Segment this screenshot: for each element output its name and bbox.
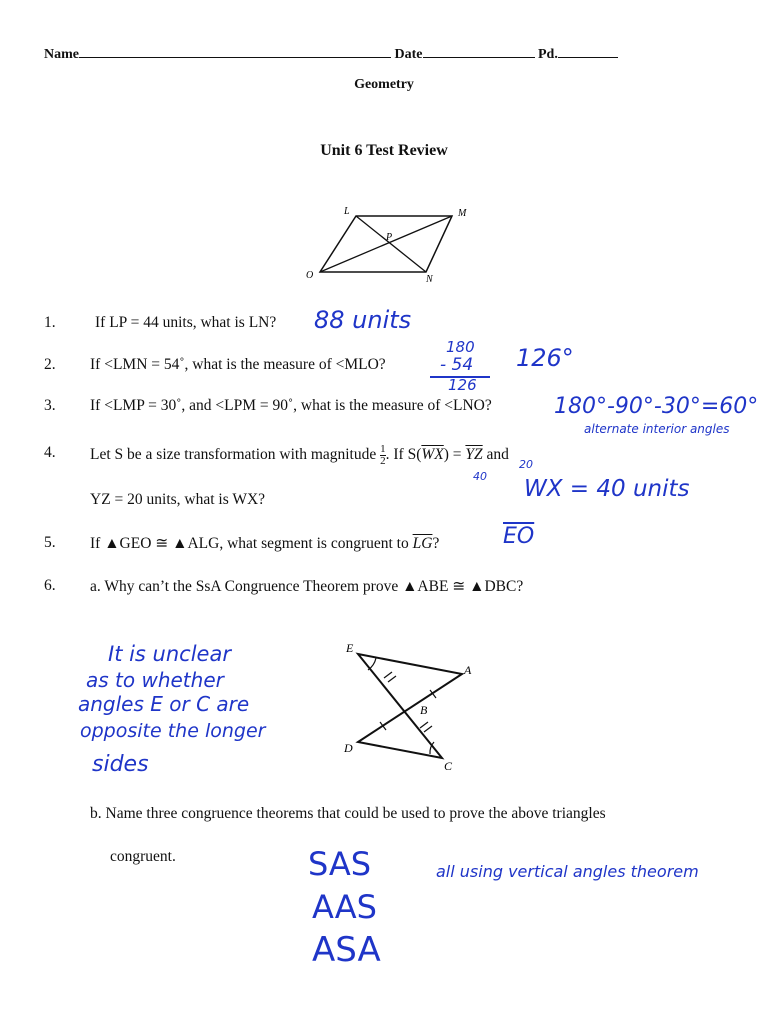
subject-heading: Geometry [354, 77, 414, 92]
answer-6b-note: all using vertical angles theorem [436, 862, 699, 881]
question-4-text [90, 444, 509, 467]
question-4-line-2: YZ = 20 units, what is WX? [90, 491, 266, 508]
answer-5-handwriting: $\overline{EO}$ [503, 524, 535, 549]
answer-4-handwriting: WX = 40 units [524, 476, 690, 502]
answer-2-work-mid: - 54 [440, 355, 474, 375]
answer-3-note: alternate interior angles [584, 422, 730, 436]
label-a: A [464, 663, 472, 677]
answer-4-yz-note: 20 [519, 458, 533, 471]
answer-1-handwriting: 88 units [314, 306, 412, 334]
question-4-part-a: Let S be a size transformation with magnitude [90, 446, 377, 464]
answer-3-handwriting: 180°-90°-30°=60° [554, 394, 759, 419]
question-5-part-b: ? [432, 535, 440, 552]
question-3-text: If <LMP = 30˚, and <LPM = 90˚, what is the measure of <LNO? [90, 397, 492, 414]
question-2-text: If <LMN = 54˚, what is the measure of <MLO? [90, 356, 386, 373]
answer-2-work-bottom: 126 [448, 376, 477, 394]
parallelogram-figure [300, 200, 480, 285]
tick-bc-1 [420, 722, 428, 728]
answer-2-handwriting: 126° [516, 344, 574, 372]
name-blank[interactable] [79, 57, 391, 58]
tick-bc-2 [424, 726, 432, 732]
question-1-text: If LP = 44 units, what is LN? [95, 314, 277, 331]
answer-6b-aas: AAS [312, 888, 377, 926]
question-number: 4. [44, 444, 56, 461]
tick-eb-1 [384, 672, 392, 678]
question-5-text [90, 534, 439, 553]
question-number: 5. [44, 534, 56, 551]
question-number: 6. [44, 577, 56, 594]
question-number: 2. [44, 356, 56, 373]
segment-wx: $\overline{WX}$ [421, 446, 444, 464]
question-4-part-d: and [486, 446, 509, 464]
answer-2-work-top: 180 [446, 338, 475, 356]
tick-eb-2 [388, 676, 396, 682]
answer-6b-asa: ASA [312, 930, 381, 970]
answer-6a-line-2: as to whether [86, 668, 224, 692]
answer-6a-line-5: sides [92, 752, 149, 777]
fraction-numerator: 1 [380, 443, 386, 455]
label-d: D [344, 741, 353, 755]
triangles-shape [358, 654, 462, 758]
label-p: P [386, 232, 393, 243]
date-blank[interactable] [423, 57, 535, 58]
question-number: 3. [44, 397, 56, 414]
question-4-part-b: . If S( [385, 446, 422, 464]
question-6b-text: b. Name three congruence theorems that could be used to prove the above triangles [90, 805, 606, 822]
page-title: Unit 6 Test Review [320, 142, 448, 159]
pd-label: Pd. [538, 47, 558, 62]
label-b: B [420, 703, 428, 717]
answer-6a-line-4: opposite the longer [80, 720, 266, 742]
label-e: E [346, 641, 354, 655]
segment-lg: $\overline{LG}$ [412, 535, 433, 552]
date-label: Date [394, 47, 423, 62]
question-4-part-c: ) = [443, 446, 462, 464]
label-l: L [344, 206, 350, 217]
question-6a-text: a. Why can’t the SsA Congruence Theorem prove ▲ABE ≅ ▲DBC? [90, 578, 524, 595]
question-number: 1. [44, 314, 56, 331]
question-5-part-a: If ▲GEO ≅ ▲ALG, what segment is congruent to [90, 535, 409, 552]
label-c: C [444, 759, 453, 773]
diagonal-ln [356, 216, 426, 272]
answer-6b-sas: SAS [308, 845, 372, 883]
fraction-denominator: 2 [380, 455, 386, 467]
label-m: M [458, 208, 467, 219]
bowtie-triangles-figure [330, 636, 490, 776]
pd-blank[interactable] [558, 57, 618, 58]
label-o: O [306, 270, 314, 281]
segment-yz: $\overline{YZ}$ [465, 446, 483, 464]
diagonal-mo [320, 216, 452, 272]
header-line [44, 47, 618, 63]
answer-6a-line-3: angles E or C are [78, 692, 250, 716]
name-label: Name [44, 47, 79, 62]
question-6b-line-2: congruent. [110, 848, 176, 865]
answer-6a-line-1: It is unclear [108, 642, 231, 666]
answer-4-wx-note: 40 [473, 470, 487, 483]
label-n: N [426, 274, 433, 285]
